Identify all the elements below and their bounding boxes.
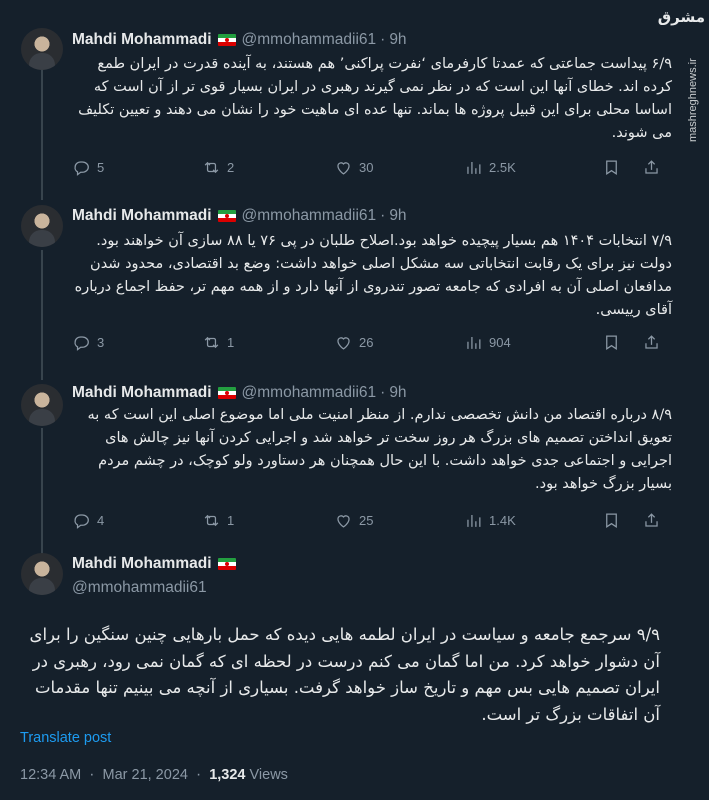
- share-icon: [642, 511, 661, 530]
- iran-flag-icon: [218, 558, 236, 570]
- site-logo: مشرق: [657, 8, 705, 26]
- author-handle[interactable]: @mmohammadii61: [241, 31, 377, 48]
- like-count: 26: [359, 334, 374, 350]
- share-icon: [642, 333, 661, 352]
- heart-icon: [334, 158, 353, 177]
- thread-connector: [41, 428, 43, 558]
- reply-button[interactable]: [72, 333, 104, 352]
- tweet-actions: [72, 332, 662, 352]
- tweet-time[interactable]: 9h: [389, 384, 407, 401]
- bookmark-icon: [602, 333, 621, 352]
- iran-flag-icon: [218, 387, 236, 399]
- separator-dot: ·: [380, 31, 386, 48]
- repost-button[interactable]: [202, 158, 234, 177]
- post-time[interactable]: 12:34 AM: [20, 767, 82, 783]
- tweet-time[interactable]: 9h: [389, 207, 407, 224]
- author-name[interactable]: Mahdi Mohammadi: [72, 31, 212, 48]
- separator-dot: ·: [89, 766, 95, 783]
- translate-post-link[interactable]: Translate post: [20, 730, 112, 746]
- author-handle[interactable]: @mmohammadii61: [241, 207, 377, 224]
- analytics-icon: [464, 333, 483, 352]
- like-count: 30: [359, 159, 374, 175]
- like-button[interactable]: [334, 511, 373, 530]
- author-name[interactable]: Mahdi Mohammadi: [72, 555, 212, 572]
- views-count: 1.4K: [489, 512, 516, 528]
- separator-dot: ·: [380, 384, 386, 401]
- repost-button[interactable]: [202, 333, 234, 352]
- avatar[interactable]: [21, 28, 63, 70]
- views-label: Views: [249, 767, 288, 783]
- author-name[interactable]: Mahdi Mohammadi: [72, 384, 212, 401]
- tweet-metadata: [20, 766, 288, 784]
- views-total: 1,324: [209, 767, 246, 783]
- views-button[interactable]: [464, 333, 511, 352]
- separator-dot: ·: [195, 766, 202, 783]
- analytics-icon: [464, 158, 483, 177]
- repost-icon: [202, 333, 221, 352]
- separator-dot: ·: [380, 207, 386, 224]
- heart-icon: [334, 333, 353, 352]
- author-handle[interactable]: @mmohammadii61: [72, 579, 207, 596]
- author-name[interactable]: Mahdi Mohammadi: [72, 207, 212, 224]
- share-button[interactable]: [642, 333, 661, 352]
- avatar[interactable]: [21, 205, 63, 247]
- tweet-actions: [72, 510, 662, 530]
- bookmark-button[interactable]: [602, 333, 621, 352]
- analytics-icon: [464, 511, 483, 530]
- iran-flag-icon: [218, 210, 236, 222]
- repost-count: 2: [227, 159, 235, 175]
- heart-icon: [334, 511, 353, 530]
- site-watermark-text: mashreghnews.ir: [687, 58, 699, 142]
- like-button[interactable]: [334, 333, 373, 352]
- repost-icon: [202, 158, 221, 177]
- main-tweet-text: ۹/۹ سرجمع جامعه و سیاست در ایران لطمه هایی دیده که حمل بارهایی چنین سنگین را برای آن دشوار خواهد کرد. من اما گمان می کنم درست در لحظه ای که گمان نمی رود، رهبری در ایران تصمیم هایی بس مهم و تاریخ ساز خواهد گرفت. بسیاری از آنچه می بینیم تنها مقدمات آن اتفاقات بزرگ تر است.: [29, 625, 660, 724]
- reply-count: 5: [97, 159, 105, 175]
- views-count: 2.5K: [489, 159, 516, 175]
- reply-button[interactable]: [72, 511, 104, 530]
- author-handle[interactable]: @mmohammadii61: [241, 384, 377, 401]
- share-icon: [642, 158, 661, 177]
- tweet-header: [72, 30, 407, 50]
- avatar[interactable]: [21, 384, 63, 426]
- post-date[interactable]: Mar 21, 2024: [102, 767, 188, 783]
- tweet-text: ۷/۹ انتخابات ۱۴۰۴ هم بسیار پیچیده خواهد بود.اصلاح طلبان در پی ۷۶ یا ۸۸ سازی آن خواهند بود. دولت نیز برای یک رقابت انتخاباتی سه مشکل اصلی خواهد داشت: وضع بد اقتصادی، محدود شدن مدافعان اصلی آن به افرادی که جامعه تصور تندروی از آنها دارد و از همه مهم تر، حفظ اجماع درباره آقای رییسی.: [74, 233, 672, 318]
- tweet-time[interactable]: 9h: [389, 31, 407, 48]
- site-watermark: [681, 32, 705, 142]
- repost-icon: [202, 511, 221, 530]
- views-button[interactable]: [464, 511, 516, 530]
- bookmark-button[interactable]: [602, 511, 621, 530]
- bookmark-button[interactable]: [602, 158, 621, 177]
- reply-icon: [72, 158, 91, 177]
- tweet-header: [72, 383, 407, 403]
- reply-icon: [72, 333, 91, 352]
- repost-button[interactable]: [202, 511, 234, 530]
- reply-icon: [72, 511, 91, 530]
- views-button[interactable]: [464, 158, 516, 177]
- share-button[interactable]: [642, 158, 661, 177]
- thread-connector: [41, 70, 43, 200]
- tweet-header: [72, 206, 407, 226]
- tweet-actions: [72, 157, 662, 177]
- thread-connector: [41, 250, 43, 380]
- views-count: 904: [489, 334, 511, 350]
- iran-flag-icon: [218, 34, 236, 46]
- like-count: 25: [359, 512, 374, 528]
- tweet-text: ۶/۹ پیداست جماعتی که عمدتا کارفرمای ‘نفرت پراکنی’ هم هستند، به آینده قدرت در ایران طمع کرده اند. خطای آنها این است که در نظر نمی گیرند رهبری در ایران بسیار قوی تر از آن است که اساسا محلی برای این قبیل پروژه ها بماند. تنها عده ای ماهیت خود را نشان می دهند و تعیین تکلیف می شوند.: [78, 56, 672, 141]
- repost-count: 1: [227, 334, 235, 350]
- reply-count: 4: [97, 512, 105, 528]
- avatar[interactable]: [21, 553, 63, 595]
- repost-count: 1: [227, 512, 235, 528]
- bookmark-icon: [602, 511, 621, 530]
- like-button[interactable]: [334, 158, 373, 177]
- share-button[interactable]: [642, 511, 661, 530]
- tweet-text: ۸/۹ درباره اقتصاد من دانش تخصصی ندارم. از منظر امنیت ملی اما موضوع اصلی این است که به تعویق انداختن تصمیم های بزرگ هر روز سخت تر خواهد شد و اجرایی کردن آنها نیز چالش های اجرایی و اجتماعی جدی خواهد داشت. با این حال همچنان هر دستاورد ولو کوچک، در چشم مردم بسیار بزرگ خواهد بود.: [87, 407, 672, 492]
- bookmark-icon: [602, 158, 621, 177]
- reply-button[interactable]: [72, 158, 104, 177]
- reply-count: 3: [97, 334, 105, 350]
- tweet-header: [72, 554, 242, 574]
